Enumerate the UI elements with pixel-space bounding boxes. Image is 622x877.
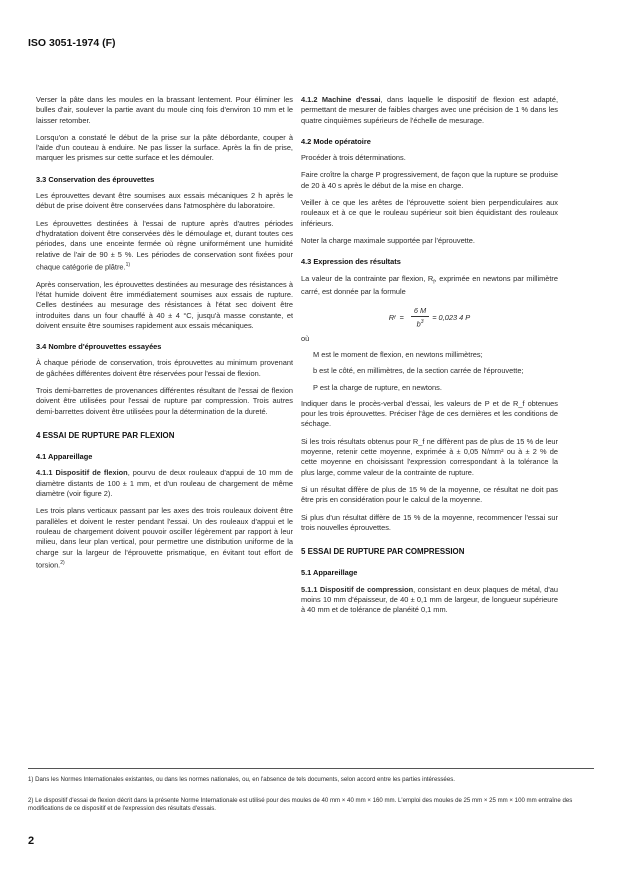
paragraph: 5.1.1 Dispositif de compression, consistant en deux plaques de métal, d'au moins 10 mm d'épaisseur, de 40 ± 0,1 mm de largeur, de longueur supérieure à 40 mm et de tolérance de planéité 0,1 mm. xyxy=(301,584,558,615)
chapter-heading: 4 ESSAI DE RUPTURE PAR FLEXION xyxy=(36,430,175,440)
paragraph: Si plus d'un résultat diffère de 15 % de la moyenne, recommencer l'essai sur trois nouvelles éprouvettes. xyxy=(301,512,558,532)
footnote-ref: 2) xyxy=(60,559,65,566)
definition: M est le moment de flexion, en newtons millimètres; xyxy=(313,349,483,359)
section-heading: 4.3 Expression des résultats xyxy=(301,257,401,267)
paragraph: 4.1.1 Dispositif de flexion, pourvu de deux rouleaux d'appui de 10 mm de diamètre distants de 100 ± 1 mm, et d'un rouleau de chargement de même diamètre (voir figure 2). xyxy=(36,468,293,499)
subsection-title: 5.1.1 Dispositif de compression xyxy=(301,584,414,594)
footnote: 2) Le dispositif d'essai de flexion décrit dans la présente Norme Internationale est utilisé pour des moules de 40 mm × 40 mm × 160 mm. L'emploi des moules de 25 mm × 25 mm × 100 mm entraîne des modifications de ce dispositif et de l'expression des résultats d'essais. xyxy=(28,797,573,813)
subsection-title: 4.1.2 Machine d'essai xyxy=(301,95,381,104)
paragraph: Si les trois résultats obtenus pour R_f ne diffèrent pas de plus de 15 % de leur moyenne, retenir cette moyenne, exprimée à ± 0,05 N/mm² ou à ± 2 % de cette moyenne en choisissant l'expression correspondant à la tolérance la plus large, comme valeur de la contrainte de rupture. xyxy=(301,436,558,477)
paragraph: Les trois plans verticaux passant par les axes des trois rouleaux doivent être parallèles et doivent le rester pendant l'essai. Un des rouleaux d'appui et le rouleau de chargement doivent pouvoir osciller légèrement par rapport à leur milieu, dans leur plan vertical, pour permettre une distribution uniforme de la charge sur la largeur de l'éprouvette prismatique, en évitant tout effort de torsion.$^{2)}$ xyxy=(36,506,293,570)
paragraph: Après conservation, les éprouvettes destinées au mesurage des résistances à l'état humide doivent être immédiatement soumises aux essais de rupture. Celles destinées au mesurage des résistances à l'état sec doivent être introduites dans un four chauffé à 40 ± 4 °C, jusqu'à masse constante, et doivent ensuite être soumises rapidement aux essais mécaniques. xyxy=(36,279,293,330)
section-heading: 4.2 Mode opératoire xyxy=(301,136,371,146)
paragraph: Les éprouvettes devant être soumises aux essais mécaniques 2 h après le début de prise doivent être conservées dans l'atmosphère du laboratoire. xyxy=(36,191,293,211)
flexion-formula: R f = $\frac{6 M}{b^3}$ = 0,023 4 P xyxy=(388,305,471,329)
document-header: ISO 3051-1974 (F) xyxy=(28,37,116,49)
definition: b est le côté, en millimètres, de la section carrée de l'éprouvette; xyxy=(313,366,524,376)
definition: P est la charge de rupture, en newtons. xyxy=(313,382,442,392)
where-label: où xyxy=(301,333,310,343)
section-heading: 4.1 Appareillage xyxy=(36,452,93,462)
subsection-title: 4.1.1 Dispositif de flexion xyxy=(36,468,128,478)
footnote: 1) Dans les Normes Internationales existantes, ou dans les normes nationales, ou, en l'absence de tels documents, selon accord entre les parties intéressées. xyxy=(28,776,455,783)
footnote-divider xyxy=(28,768,594,769)
paragraph: À chaque période de conservation, trois éprouvettes au minimum provenant de gâchées différentes doivent être réservées pour l'essai de flexion. xyxy=(36,358,293,378)
paragraph: Faire croître la charge P progressivement, de façon que la rupture se produise de 20 à 40 s après le début de la mise en charge. xyxy=(301,170,558,190)
right-column xyxy=(301,95,558,623)
fraction: $\frac{6 M}{b^3}$ xyxy=(411,306,429,330)
paragraph: La valeur de la contrainte par flexion, $R_f$, exprimée en newtons par millimètre carré, est donnée par la formule xyxy=(301,273,559,297)
section-heading: 5.1 Appareillage xyxy=(301,568,358,578)
paragraph: Veiller à ce que les arêtes de l'éprouvette soient bien perpendiculaires aux rouleaux et à ce que le rouleau supérieur soit bien équidistant des rouleaux inférieurs. xyxy=(301,198,558,228)
paragraph: Noter la charge maximale supportée par l'éprouvette. xyxy=(301,235,475,245)
paragraph: Procéder à trois déterminations. xyxy=(301,153,406,163)
left-column xyxy=(36,95,293,578)
paragraph: Verser la pâte dans les moules en la brassant lentement. Pour éliminer les bulles d'air, soulever la partie avant du moule cinq fois d'environ 10 mm et le laisser retomber. xyxy=(36,95,293,125)
chapter-heading: 5 ESSAI DE RUPTURE PAR COMPRESSION xyxy=(301,547,465,557)
page-number: 2 xyxy=(28,835,35,847)
paragraph: 4.1.2 Machine d'essai, dans laquelle le dispositif de flexion est adapté, permettant de mesurer de faibles charges avec une précision de 1 % dans les quatre cinquièmes supérieurs de l'échelle de mesurage. xyxy=(301,95,558,125)
paragraph: Les éprouvettes destinées à l'essai de rupture après d'autres périodes d'hydratation doivent être conservées dès le démoulage et, durant toutes ces périodes, dans une enceinte fermée où règne uniformément une humidité relative de l'air de 90 ± 5 %. Les périodes de conservation sont fixées pour chaque catégorie de plâtre.$^{1)}$ xyxy=(36,218,293,272)
paragraph: Trois demi-barrettes de provenances différentes résultant de l'essai de flexion doivent être utilisées pour l'essai de rupture par compression. Trois autres demi-barrettes doivent être utilisées pour la détermination de la dureté. xyxy=(36,386,293,416)
paragraph: Lorsqu'on a constaté le début de la prise sur la pâte débordante, couper à l'aide d'un couteau à enduire. Ne pas lisser la surface. Après la fin de prise, marquer les prismes sur cette surface et les démouler. xyxy=(36,132,293,163)
footnote-ref: 1) xyxy=(125,261,131,268)
section-heading: 3.3 Conservation des éprouvettes xyxy=(36,174,155,184)
paragraph: Si un résultat diffère de plus de 15 % de la moyenne, ce résultat ne doit pas être pris en considération pour le calcul de la moyenne. xyxy=(301,484,558,505)
section-heading: 3.4 Nombre d'éprouvettes essayées xyxy=(36,342,162,352)
paragraph: Indiquer dans le procès-verbal d'essai, les valeurs de P et de R_f obtenues pour les trois éprouvettes. Préciser l'âge de ces dernières et les conditions de séchage. xyxy=(301,398,558,429)
